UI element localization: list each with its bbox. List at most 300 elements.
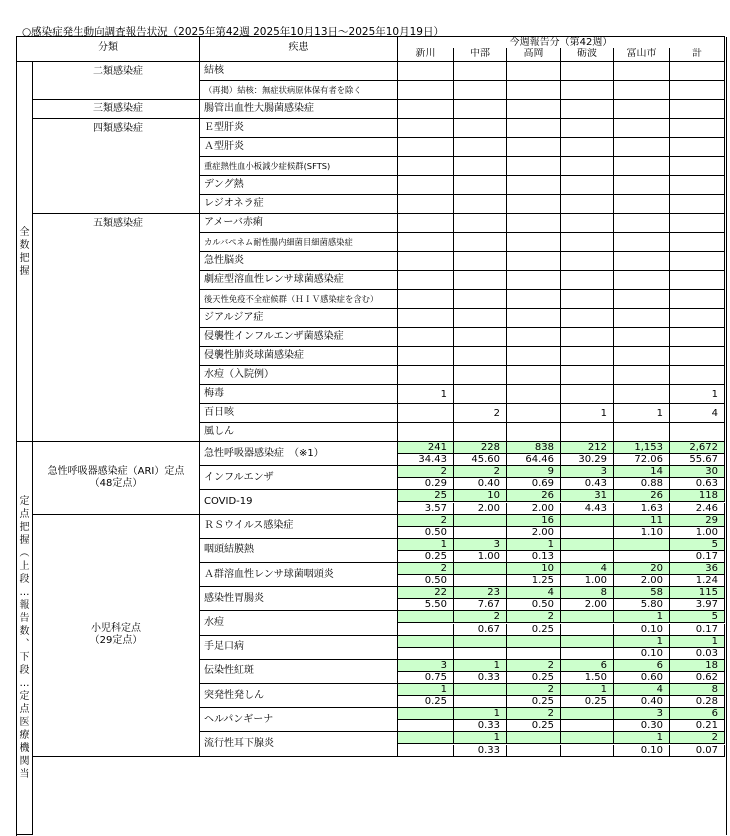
report-count-cell: 2 <box>507 708 561 720</box>
report-count-cell: 1 <box>614 636 670 648</box>
report-count-cell: 36 <box>670 563 725 575</box>
count-cell <box>507 366 561 385</box>
per-sentinel-cell: 0.50 <box>507 599 561 611</box>
section-sentinel-label-char: 当 <box>19 769 30 780</box>
per-sentinel-cell: 34.43 <box>398 454 454 466</box>
report-count-cell: 2 <box>670 732 725 744</box>
count-cell <box>561 119 614 138</box>
per-sentinel-cell <box>507 648 561 660</box>
per-sentinel-cell <box>614 551 670 563</box>
per-sentinel-cell: 0.88 <box>614 478 670 490</box>
count-cell <box>398 214 454 233</box>
section-sentinel-label-char: 告 <box>19 613 30 624</box>
section-sentinel-label-char: 医 <box>19 717 30 728</box>
count-cell <box>561 252 614 271</box>
section-sentinel-label-char: ︵ <box>19 548 30 559</box>
count-cell <box>561 290 614 309</box>
disease-name: 水痘（入院例） <box>200 366 398 385</box>
disease-name: 劇症型溶血性レンサ球菌感染症 <box>200 271 398 290</box>
report-count-cell: 11 <box>614 515 670 527</box>
count-cell <box>398 328 454 347</box>
group-name: 急性呼吸器感染症（ARI）定点 <box>47 465 185 477</box>
report-count-cell: 2,672 <box>670 442 725 454</box>
count-cell <box>670 423 725 442</box>
count-cell <box>670 347 725 366</box>
count-cell <box>614 328 670 347</box>
section-full-label <box>17 62 33 442</box>
report-count-cell <box>561 636 614 648</box>
disease-name: 伝染性紅斑 <box>200 660 398 684</box>
report-count-cell: 10 <box>507 563 561 575</box>
report-count-cell <box>507 636 561 648</box>
per-sentinel-cell: 1.00 <box>561 575 614 587</box>
disease-name: 後天性免疫不全症候群（ＨＩＶ感染症を含む） <box>200 290 398 309</box>
report-count-cell <box>507 732 561 744</box>
report-count-cell: 4 <box>561 563 614 575</box>
report-count-cell: 8 <box>670 684 725 696</box>
count-cell <box>398 309 454 328</box>
count-cell <box>454 233 507 252</box>
report-count-cell: 1 <box>398 539 454 551</box>
count-cell <box>454 328 507 347</box>
disease-name: Ａ群溶血性レンサ球菌咽頭炎 <box>200 563 398 587</box>
report-count-cell: 58 <box>614 587 670 599</box>
per-sentinel-cell: 0.25 <box>561 696 614 708</box>
per-sentinel-cell: 0.69 <box>507 478 561 490</box>
count-cell <box>614 366 670 385</box>
count-cell <box>507 385 561 404</box>
per-sentinel-cell: 0.50 <box>398 527 454 539</box>
header-region: 新川 <box>398 48 454 62</box>
per-sentinel-cell: 0.33 <box>454 672 507 684</box>
report-count-cell: 20 <box>614 563 670 575</box>
count-cell <box>614 119 670 138</box>
header-region: 砺波 <box>561 48 614 62</box>
section-sentinel-label-char: … <box>19 587 30 598</box>
section-sentinel-label-char: 関 <box>19 756 30 767</box>
per-sentinel-cell: 0.21 <box>670 720 725 732</box>
disease-name: 突発性発しん <box>200 684 398 708</box>
count-cell <box>507 214 561 233</box>
count-cell <box>507 423 561 442</box>
section-sentinel-label-char: 療 <box>19 730 30 741</box>
per-sentinel-cell: 0.29 <box>398 478 454 490</box>
report-count-cell: 3 <box>561 466 614 478</box>
count-cell <box>507 138 561 157</box>
count-cell <box>561 176 614 195</box>
report-count-cell: 14 <box>614 466 670 478</box>
per-sentinel-cell: 1.00 <box>670 527 725 539</box>
count-cell <box>454 385 507 404</box>
report-count-cell: 2 <box>454 466 507 478</box>
per-sentinel-cell <box>561 551 614 563</box>
disease-name: 梅毒 <box>200 385 398 404</box>
report-count-cell: 9 <box>507 466 561 478</box>
section-full-label-char: 把 <box>19 252 30 264</box>
per-sentinel-cell <box>507 745 561 757</box>
per-sentinel-cell <box>398 624 454 636</box>
per-sentinel-cell <box>561 624 614 636</box>
category-label <box>33 138 200 157</box>
per-sentinel-cell: 2.00 <box>507 503 561 515</box>
count-cell <box>507 404 561 423</box>
count-cell <box>454 252 507 271</box>
count-cell <box>561 100 614 119</box>
report-count-cell: 6 <box>670 708 725 720</box>
disease-name: ジアルジア症 <box>200 309 398 328</box>
per-sentinel-cell: 72.06 <box>614 454 670 466</box>
report-count-cell: 1 <box>507 539 561 551</box>
disease-name: Ａ型肝炎 <box>200 138 398 157</box>
group-label <box>33 515 200 757</box>
report-count-cell: 26 <box>614 490 670 502</box>
per-sentinel-cell: 0.62 <box>670 672 725 684</box>
disease-name: 流行性耳下腺炎 <box>200 732 398 756</box>
category-label <box>33 309 200 328</box>
section-full-label-char: 数 <box>19 239 30 251</box>
count-cell <box>561 195 614 214</box>
count-cell <box>561 423 614 442</box>
count-cell <box>670 62 725 81</box>
disease-name: 侵襲性インフルエンザ菌感染症 <box>200 328 398 347</box>
count-cell <box>614 100 670 119</box>
count-cell <box>507 195 561 214</box>
header-report-group: 今週報告分（第42週） <box>398 37 725 48</box>
category-label <box>33 81 200 100</box>
count-cell <box>507 157 561 176</box>
per-sentinel-cell: 1.25 <box>507 575 561 587</box>
disease-name: 風しん <box>200 423 398 442</box>
per-sentinel-cell: 3.57 <box>398 503 454 515</box>
section-sentinel-label-char: 段 <box>19 574 30 585</box>
category-label <box>33 366 200 385</box>
per-sentinel-cell <box>454 696 507 708</box>
section-sentinel-label-char: 上 <box>19 561 30 572</box>
section-sentinel-label-char: 把 <box>19 522 30 533</box>
count-cell <box>398 119 454 138</box>
count-cell <box>670 119 725 138</box>
count-cell <box>454 309 507 328</box>
report-count-cell <box>561 611 614 623</box>
count-cell <box>454 176 507 195</box>
count-cell <box>561 138 614 157</box>
report-count-cell: 1 <box>398 684 454 696</box>
report-count-cell <box>454 563 507 575</box>
per-sentinel-cell: 2.00 <box>561 599 614 611</box>
per-sentinel-cell <box>454 575 507 587</box>
per-sentinel-cell: 0.40 <box>614 696 670 708</box>
count-cell <box>398 157 454 176</box>
count-cell: 1 <box>398 385 454 404</box>
per-sentinel-cell: 45.60 <box>454 454 507 466</box>
count-cell <box>670 290 725 309</box>
per-sentinel-cell: 0.10 <box>614 648 670 660</box>
report-count-cell <box>561 515 614 527</box>
section-sentinel-label-char: … <box>19 678 30 689</box>
section-sentinel-label <box>17 442 33 835</box>
report-count-cell: 1 <box>670 636 725 648</box>
count-cell <box>507 309 561 328</box>
count-cell <box>454 214 507 233</box>
category-label <box>33 271 200 290</box>
count-cell <box>398 290 454 309</box>
disease-name: デング熱 <box>200 176 398 195</box>
report-count-cell: 2 <box>454 611 507 623</box>
per-sentinel-cell: 0.25 <box>507 672 561 684</box>
per-sentinel-cell: 0.25 <box>507 720 561 732</box>
count-cell <box>561 62 614 81</box>
report-count-cell: 1 <box>454 732 507 744</box>
group-count: （29定点） <box>89 635 143 647</box>
per-sentinel-cell: 0.30 <box>614 720 670 732</box>
count-cell <box>398 271 454 290</box>
report-count-cell: 6 <box>561 660 614 672</box>
count-cell <box>670 81 725 100</box>
count-cell <box>454 100 507 119</box>
disease-name: 感染性胃腸炎 <box>200 587 398 611</box>
per-sentinel-cell <box>454 527 507 539</box>
header-region: 高岡 <box>507 48 561 62</box>
count-cell <box>614 157 670 176</box>
report-count-cell: 25 <box>398 490 454 502</box>
per-sentinel-cell: 0.10 <box>614 624 670 636</box>
report-count-cell: 838 <box>507 442 561 454</box>
per-sentinel-cell: 0.25 <box>507 696 561 708</box>
count-cell <box>454 138 507 157</box>
count-cell <box>507 271 561 290</box>
report-count-cell: 2 <box>398 563 454 575</box>
section-sentinel-label-char: 定 <box>19 691 30 702</box>
per-sentinel-cell: 0.33 <box>454 720 507 732</box>
document-title: ○感染症発生動向調査報告状況（2025年第42週 2025年10月13日～2025年10月19日） <box>22 26 444 38</box>
disease-name: 結核 <box>200 62 398 81</box>
report-count-cell: 4 <box>507 587 561 599</box>
disease-name: ヘルパンギーナ <box>200 708 398 732</box>
per-sentinel-cell: 64.46 <box>507 454 561 466</box>
report-count-cell: 10 <box>454 490 507 502</box>
report-count-cell: 2 <box>398 466 454 478</box>
per-sentinel-cell: 0.40 <box>454 478 507 490</box>
count-cell <box>454 62 507 81</box>
report-count-cell <box>398 611 454 623</box>
report-count-cell: 2 <box>507 684 561 696</box>
per-sentinel-cell: 1.10 <box>614 527 670 539</box>
category-label: 五類感染症 <box>33 214 200 233</box>
count-cell <box>670 271 725 290</box>
disease-name: 水痘 <box>200 611 398 635</box>
report-count-cell <box>561 539 614 551</box>
count-cell <box>398 176 454 195</box>
disease-name: COVID-19 <box>200 490 398 514</box>
count-cell <box>561 157 614 176</box>
count-cell <box>398 252 454 271</box>
per-sentinel-cell: 5.50 <box>398 599 454 611</box>
per-sentinel-cell: 2.00 <box>614 575 670 587</box>
count-cell <box>454 423 507 442</box>
count-cell <box>454 271 507 290</box>
count-cell <box>561 385 614 404</box>
per-sentinel-cell: 0.75 <box>398 672 454 684</box>
report-count-cell: 2 <box>507 660 561 672</box>
per-sentinel-cell: 0.25 <box>398 696 454 708</box>
count-cell <box>507 176 561 195</box>
category-label <box>33 328 200 347</box>
per-sentinel-cell <box>561 527 614 539</box>
count-cell <box>454 195 507 214</box>
count-cell <box>670 252 725 271</box>
category-label <box>33 252 200 271</box>
group-name: 小児科定点 <box>91 623 141 635</box>
count-cell <box>614 271 670 290</box>
report-count-cell <box>398 636 454 648</box>
per-sentinel-cell <box>398 648 454 660</box>
per-sentinel-cell <box>561 720 614 732</box>
count-cell <box>398 138 454 157</box>
count-cell <box>454 366 507 385</box>
section-sentinel-label-char: 定 <box>19 496 30 507</box>
count-cell: 1 <box>670 385 725 404</box>
count-cell <box>670 214 725 233</box>
count-cell <box>398 81 454 100</box>
group-count: （48定点） <box>89 477 143 489</box>
report-count-cell: 4 <box>614 684 670 696</box>
report-count-cell: 29 <box>670 515 725 527</box>
count-cell <box>670 176 725 195</box>
count-cell <box>561 233 614 252</box>
count-cell <box>454 347 507 366</box>
disease-name: 侵襲性肺炎球菌感染症 <box>200 347 398 366</box>
count-cell: 4 <box>670 404 725 423</box>
section-sentinel-label-char: 報 <box>19 600 30 611</box>
report-count-cell: 8 <box>561 587 614 599</box>
count-cell <box>507 290 561 309</box>
disease-name: 手足口病 <box>200 636 398 660</box>
disease-name: ＲＳウイルス感染症 <box>200 515 398 539</box>
count-cell <box>398 195 454 214</box>
count-cell: 1 <box>561 404 614 423</box>
per-sentinel-cell: 0.25 <box>507 624 561 636</box>
per-sentinel-cell: 30.29 <box>561 454 614 466</box>
per-sentinel-cell: 1.00 <box>454 551 507 563</box>
category-label <box>33 176 200 195</box>
report-count-cell: 1,153 <box>614 442 670 454</box>
per-sentinel-cell: 1.63 <box>614 503 670 515</box>
section-sentinel-label-char: 数 <box>19 626 30 637</box>
per-sentinel-cell: 0.25 <box>398 551 454 563</box>
category-label: 四類感染症 <box>33 119 200 138</box>
report-count-cell: 16 <box>507 515 561 527</box>
header-disease: 疾患 <box>200 37 398 62</box>
category-label <box>33 157 200 176</box>
per-sentinel-cell: 2.46 <box>670 503 725 515</box>
count-cell <box>454 119 507 138</box>
count-cell <box>561 366 614 385</box>
report-count-cell <box>561 732 614 744</box>
report-count-cell: 2 <box>507 611 561 623</box>
section-sentinel-label-char: ︑ <box>19 639 30 650</box>
section-sentinel-label-char: 下 <box>19 652 30 663</box>
report-count-cell: 1 <box>614 611 670 623</box>
disease-name: 咽頭結膜熱 <box>200 539 398 563</box>
report-count-cell: 1 <box>454 660 507 672</box>
report-count-cell <box>454 636 507 648</box>
count-cell <box>507 62 561 81</box>
disease-name: 急性脳炎 <box>200 252 398 271</box>
count-cell <box>614 81 670 100</box>
count-cell <box>614 214 670 233</box>
disease-name: Ｅ型肝炎 <box>200 119 398 138</box>
count-cell: 2 <box>454 404 507 423</box>
report-count-cell: 212 <box>561 442 614 454</box>
header-region: 計 <box>670 48 725 62</box>
per-sentinel-cell <box>561 745 614 757</box>
count-cell <box>561 347 614 366</box>
count-cell <box>454 157 507 176</box>
count-cell <box>614 252 670 271</box>
disease-name: 重症熱性血小板減少症候群(SFTS) <box>200 157 398 176</box>
report-count-cell: 3 <box>614 708 670 720</box>
per-sentinel-cell: 1.24 <box>670 575 725 587</box>
report-count-cell: 31 <box>561 490 614 502</box>
report-count-cell: 1 <box>454 708 507 720</box>
per-sentinel-cell <box>454 648 507 660</box>
per-sentinel-cell: 2.00 <box>507 527 561 539</box>
category-label <box>33 347 200 366</box>
count-cell <box>507 81 561 100</box>
report-count-cell <box>454 515 507 527</box>
report-count-cell: 1 <box>614 732 670 744</box>
report-count-cell: 6 <box>614 660 670 672</box>
per-sentinel-cell: 0.28 <box>670 696 725 708</box>
per-sentinel-cell: 0.17 <box>670 624 725 636</box>
count-cell <box>507 347 561 366</box>
count-cell <box>561 271 614 290</box>
header-region: 富山市 <box>614 48 670 62</box>
count-cell <box>561 328 614 347</box>
report-count-cell: 228 <box>454 442 507 454</box>
table-edge-divider <box>726 37 727 835</box>
count-cell <box>398 347 454 366</box>
report-count-cell: 5 <box>670 539 725 551</box>
disease-name: 百日咳 <box>200 404 398 423</box>
report-count-cell: 22 <box>398 587 454 599</box>
count-cell <box>670 138 725 157</box>
section-sentinel-label-char: 握 <box>19 535 30 546</box>
report-count-cell: 2 <box>398 515 454 527</box>
report-count-cell: 115 <box>670 587 725 599</box>
category-label <box>33 233 200 252</box>
count-cell <box>454 290 507 309</box>
count-cell <box>670 366 725 385</box>
count-cell <box>507 100 561 119</box>
per-sentinel-cell: 0.43 <box>561 478 614 490</box>
report-count-cell: 118 <box>670 490 725 502</box>
section-sentinel-label-char: 点 <box>19 509 30 520</box>
count-cell <box>614 62 670 81</box>
per-sentinel-cell: 3.97 <box>670 599 725 611</box>
report-count-cell: 30 <box>670 466 725 478</box>
per-sentinel-cell: 1.50 <box>561 672 614 684</box>
report-count-cell <box>398 708 454 720</box>
report-count-cell: 5 <box>670 611 725 623</box>
per-sentinel-cell: 0.07 <box>670 745 725 757</box>
category-label: 二類感染症 <box>33 62 200 81</box>
count-cell <box>614 176 670 195</box>
per-sentinel-cell <box>398 720 454 732</box>
report-count-cell: 1 <box>561 684 614 696</box>
per-sentinel-cell: 4.43 <box>561 503 614 515</box>
count-cell <box>614 290 670 309</box>
